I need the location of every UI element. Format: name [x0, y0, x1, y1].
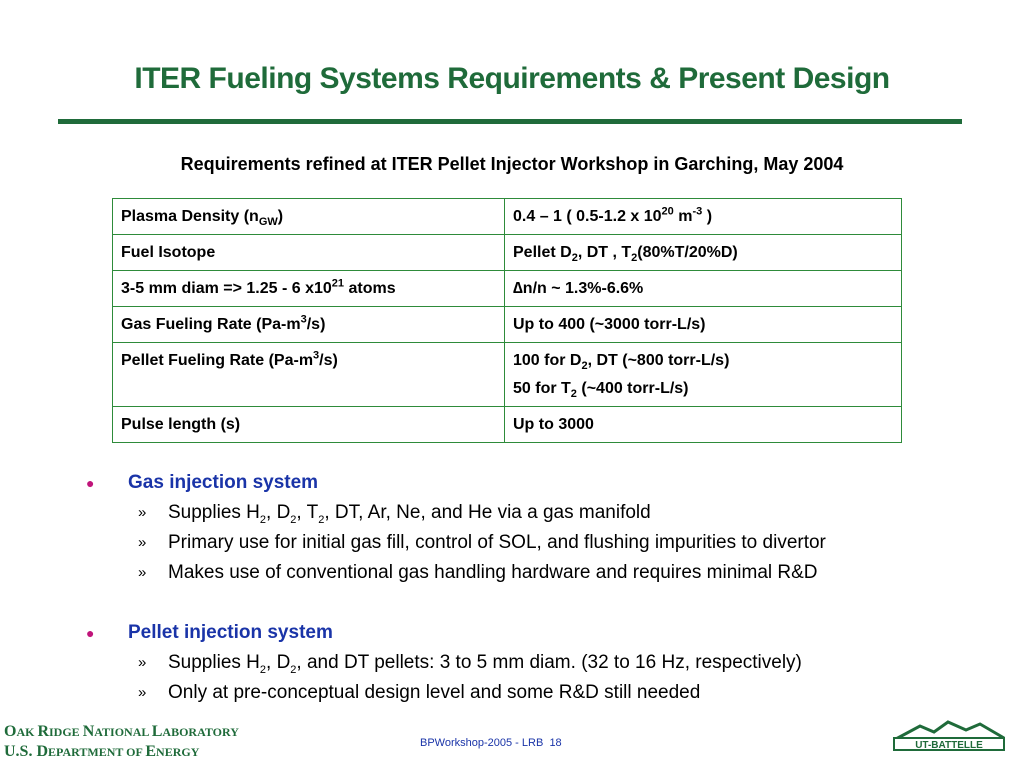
org-name: OAK RIDGE NATIONAL LABORATORY U.S. DEPARTMENT OF ENERGY — [4, 723, 239, 760]
bullet-icon: ● — [86, 475, 95, 491]
title-divider — [58, 119, 962, 124]
table-row — [113, 343, 902, 407]
list-item — [82, 558, 982, 588]
table-cell: Pellet $D_2$, DT , $T_2(80\%T/20\%D)$ — [505, 235, 902, 271]
sub-bullet-text: Only at pre-conceptual design level and some R&D still needed — [168, 682, 701, 703]
footer-text: BPWorkshop-2005 - LRB 18 — [420, 737, 562, 749]
table-row — [113, 307, 902, 343]
table-cell: Pulse length (s) — [113, 407, 505, 443]
table-cell: 3-5 mm diam => 1.25 - 6 $x10^{21}$ atoms — [113, 271, 505, 307]
sub-bullet-text: Primary use for initial gas fill, control of SOL, and flushing impurities to divertor — [168, 532, 826, 553]
table-cell: 100 for $D_2$, DT (~800 torr-L/s) 50 for $T_2$ (~400 torr-L/s) — [505, 343, 902, 407]
table-cell: Gas Fueling Rate $(Pa-m^3/s)$ — [113, 307, 505, 343]
requirements-table — [112, 198, 902, 443]
logo-text: UT-BATTELLE — [915, 740, 983, 751]
table-row — [113, 199, 902, 235]
sub-bullet-text: Makes use of conventional gas handling hardware and requires minimal R&D — [168, 562, 818, 583]
table-row — [113, 407, 902, 443]
list-item — [82, 678, 982, 708]
sub-bullet-text: Supplies $H_2$, $D_2$, $T_2$, DT, Ar, Ne, and He via a gas manifold — [168, 502, 651, 526]
slide-subtitle: Requirements refined at ITER Pellet Injector Workshop in Garching, May 2004 — [180, 154, 844, 174]
sub-bullet-icon: » — [138, 684, 147, 701]
page-number: 18 — [549, 737, 562, 749]
table-cell: Fuel Isotope — [113, 235, 505, 271]
list-item — [82, 468, 982, 498]
slide-title: ITER Fueling Systems Requirements & Present Design — [134, 62, 890, 95]
table-row — [113, 235, 902, 271]
sub-bullet-icon: » — [138, 654, 147, 671]
sub-bullet-text: Supplies $H_2$, $D_2$, and DT pellets: 3 to 5 mm diam. (32 to 16 Hz, respectively) — [168, 652, 802, 676]
table-cell: Up to 3000 — [505, 407, 902, 443]
bullet-heading: Gas injection system — [128, 472, 319, 493]
sub-bullet-icon: » — [138, 534, 147, 551]
table-cell: 0.4 – 1 ( 0.5-1.2 x $10^{20}$ $m^{-3}$ ) — [505, 199, 902, 235]
bullet-heading: Pellet injection system — [128, 622, 333, 643]
table-cell: Plasma Density $(n_{GW})$ — [113, 199, 505, 235]
ut-battelle-logo — [890, 716, 1008, 752]
table-cell: ∆n/n ~ 1.3%-6.6% — [505, 271, 902, 307]
list-item — [82, 618, 982, 648]
table-row — [113, 271, 902, 307]
table-cell: Pellet Fueling Rate $(Pa-m^3/s)$ — [113, 343, 505, 407]
sub-bullet-icon: » — [138, 504, 147, 521]
bullet-list — [82, 468, 982, 708]
list-item — [82, 498, 982, 528]
sub-bullet-icon: » — [138, 564, 147, 581]
list-item — [82, 528, 982, 558]
list-item — [82, 648, 982, 678]
bullet-icon: ● — [86, 625, 95, 641]
table-cell: Up to 400 (~3000 torr-L/s) — [505, 307, 902, 343]
